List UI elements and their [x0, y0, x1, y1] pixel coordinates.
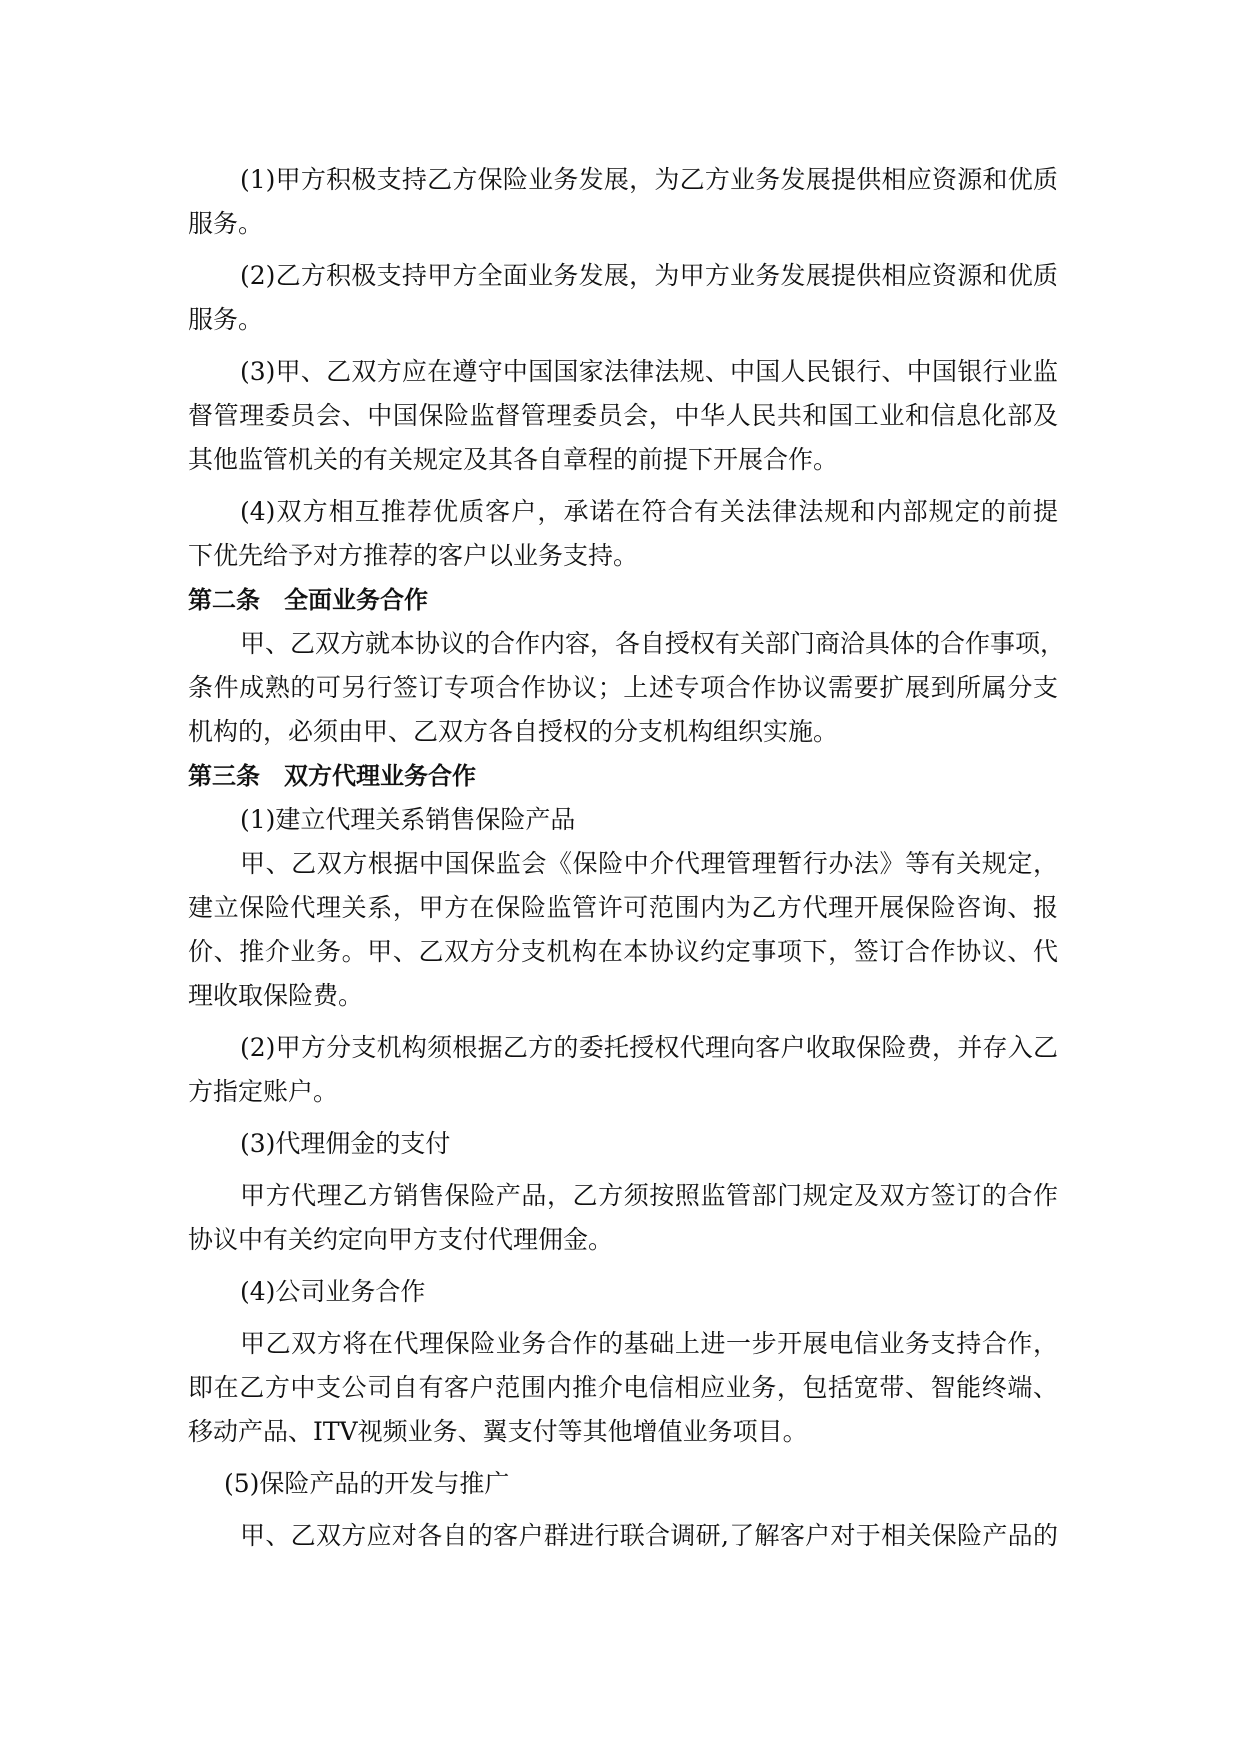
article-2-number: 第二条 — [188, 586, 260, 614]
subsection-5-paragraph — [188, 1514, 1058, 1558]
article-3-heading — [188, 754, 1058, 798]
subsection-2-paragraph — [188, 1026, 1058, 1114]
subsection-3-title: (3)代理佣金的支付 — [240, 1129, 451, 1158]
text-line: (1)甲方积极支持乙方保险业务发展，为乙方业务发展提供相应资源和优质 — [240, 165, 1058, 194]
subsection-5-title: (5)保险产品的开发与推广 — [224, 1469, 510, 1498]
text-line: (2)甲方分支机构须根据乙方的委托授权代理向客户收取保险费，并存入乙 — [240, 1033, 1058, 1062]
article-3-title: 双方代理业务合作 — [284, 762, 476, 790]
clause-3-paragraph — [188, 350, 1058, 482]
text-line: 甲、乙双方根据中国保监会《保险中介代理管理暂行办法》等有关规定， — [240, 849, 1058, 878]
subsection-1-title: (1)建立代理关系销售保险产品 — [240, 805, 576, 834]
text-line: (3)甲、乙双方应在遵守中国国家法律法规、中国人民银行、中国银行业监 — [240, 357, 1058, 386]
text-line: 甲方代理乙方销售保险产品，乙方须按照监管部门规定及双方签订的合作 — [240, 1181, 1058, 1210]
text-line: 服务。 — [188, 209, 264, 238]
text-line: 方指定账户。 — [188, 1077, 339, 1106]
text-line: 价、推介业务。甲、乙双方分支机构在本协议约定事项下，签订合作协议、代 — [188, 937, 1058, 966]
subsection-3-paragraph — [188, 1174, 1058, 1262]
text-line: 服务。 — [188, 305, 264, 334]
subsection-1-paragraph — [188, 842, 1058, 1018]
article-2-heading — [188, 578, 1058, 622]
text-line: 移动产品、ITV视频业务、翼支付等其他增值业务项目。 — [188, 1417, 808, 1446]
text-line: 协议中有关约定向甲方支付代理佣金。 — [188, 1225, 614, 1254]
article-2-paragraph — [188, 622, 1066, 754]
clause-1-paragraph — [188, 158, 1058, 246]
text-line: 建立保险代理关系，甲方在保险监管许可范围内为乙方代理开展保险咨询、报 — [188, 893, 1058, 922]
text-line: 理收取保险费。 — [188, 981, 364, 1010]
text-line: 机构的，必须由甲、乙双方各自授权的分支机构组织实施。 — [188, 717, 839, 746]
clause-4-paragraph — [188, 490, 1058, 578]
text-line: 甲、乙双方应对各自的客户群进行联合调研,了解客户对于相关保险产品的 — [240, 1521, 1058, 1550]
text-line: 条件成熟的可另行签订专项合作协议；上述专项合作协议需要扩展到所属分支 — [188, 673, 1058, 702]
text-line: 即在乙方中支公司自有客户范围内推介电信相应业务，包括宽带、智能终端、 — [188, 1373, 1058, 1402]
subsection-4-title: (4)公司业务合作 — [240, 1277, 426, 1306]
text-line: 督管理委员会、中国保险监督管理委员会，中华人民共和国工业和信息化部及 — [188, 401, 1058, 430]
clause-2-paragraph — [188, 254, 1058, 342]
article-3-number: 第三条 — [188, 762, 260, 790]
text-line: 甲乙双方将在代理保险业务合作的基础上进一步开展电信业务支持合作， — [240, 1329, 1058, 1358]
article-2-title: 全面业务合作 — [284, 586, 428, 614]
text-line: (2)乙方积极支持甲方全面业务发展，为甲方业务发展提供相应资源和优质 — [240, 261, 1058, 290]
text-line: (4)双方相互推荐优质客户，承诺在符合有关法律法规和内部规定的前提 — [240, 497, 1058, 526]
text-line: 甲、乙双方就本协议的合作内容，各自授权有关部门商洽具体的合作事项， — [240, 629, 1066, 658]
text-line: 下优先给予对方推荐的客户以业务支持。 — [188, 541, 639, 570]
subsection-4-paragraph — [188, 1322, 1058, 1454]
document-body — [188, 158, 1066, 1558]
text-line: 其他监管机关的有关规定及其各自章程的前提下开展合作。 — [188, 445, 839, 474]
